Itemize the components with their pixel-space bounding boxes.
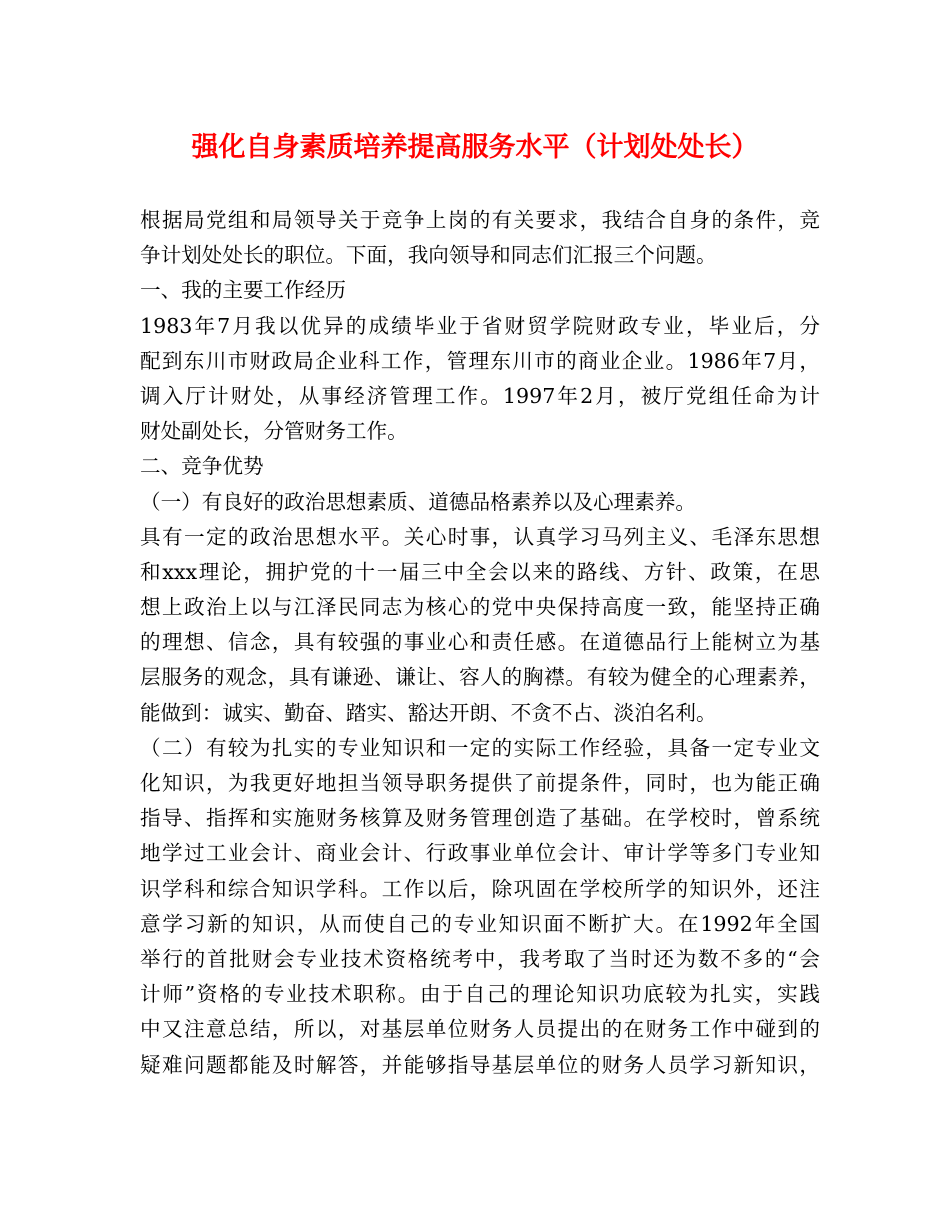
body-text-line: 计师”资格的专业技术职称。由于自己的理论知识功底较为扎实，实践: [140, 982, 820, 1007]
body-text-line: 争计划处处长的职位。下面，我向领导和同志们汇报三个问题。: [140, 243, 717, 268]
body-text-line: 调入厅计财处，从事经济管理工作。1997年2月，被厅党组任命为计: [140, 383, 820, 408]
body-text-line: 一、我的主要工作经历: [140, 278, 346, 303]
body-text-line: 地学过工业会计、商业会计、行政事业单位会计、审计学等多门专业知: [140, 841, 820, 866]
body-text-line: 想上政治上以与江泽民同志为核心的党中央保持高度一致，能坚持正确: [140, 595, 820, 620]
document-body: [140, 203, 820, 1083]
body-text-line: 具有一定的政治思想水平。关心时事，认真学习马列主义、毛泽东思想: [140, 524, 820, 549]
body-text-line: （一）有良好的政治思想素质、道德品格素养以及心理素养。: [140, 489, 697, 514]
body-text-line: 举行的首批财会专业技术资格统考中，我考取了当时还为数不多的“会: [140, 946, 820, 971]
body-text-line: 配到东川市财政局企业科工作，管理东川市的商业企业。1986年7月，: [140, 348, 820, 373]
body-text-line: 财处副处长，分管财务工作。: [140, 419, 408, 444]
body-text-line: 能做到：诚实、勤奋、踏实、豁达开朗、不贪不占、淡泊名利。: [140, 700, 717, 725]
body-text-line: 指导、指挥和实施财务核算及财务管理创造了基础。在学校时，曾系统: [140, 806, 820, 831]
body-text-line: 疑难问题都能及时解答，并能够指导基层单位的财务人员学习新知识，: [140, 1052, 820, 1077]
body-text-line: 和xxx理论，拥护党的十一届三中全会以来的路线、方针、政策，在思: [140, 559, 820, 584]
body-text-line: 二、竞争优势: [140, 454, 264, 479]
body-text-line: 中又注意总结，所以，对基层单位财务人员提出的在财务工作中碰到的: [140, 1017, 820, 1042]
body-text-line: 意学习新的知识，从而使自己的专业知识面不断扩大。在1992年全国: [140, 911, 820, 936]
body-text-line: 化知识，为我更好地担当领导职务提供了前提条件，同时，也为能正确: [140, 771, 820, 795]
body-text-line: 根据局党组和局领导关于竞争上岗的有关要求，我结合自身的条件，竞: [140, 208, 820, 232]
body-text-line: 的理想、信念，具有较强的事业心和责任感。在道德品行上能树立为基: [140, 630, 820, 655]
body-text-line: （二）有较为扎实的专业知识和一定的实际工作经验，具备一定专业文: [140, 735, 820, 760]
document-title: 强化自身素质培养提高服务水平（计划处处长）: [191, 132, 759, 163]
body-text-line: 1983年7月我以优异的成绩毕业于省财贸学院财政专业，毕业后，分: [140, 313, 820, 338]
body-text-line: 识学科和综合知识学科。工作以后，除巩固在学校所学的知识外，还注: [140, 876, 820, 901]
body-text-line: 层服务的观念，具有谦逊、谦让、容人的胸襟。有较为健全的心理素养，: [140, 665, 820, 690]
